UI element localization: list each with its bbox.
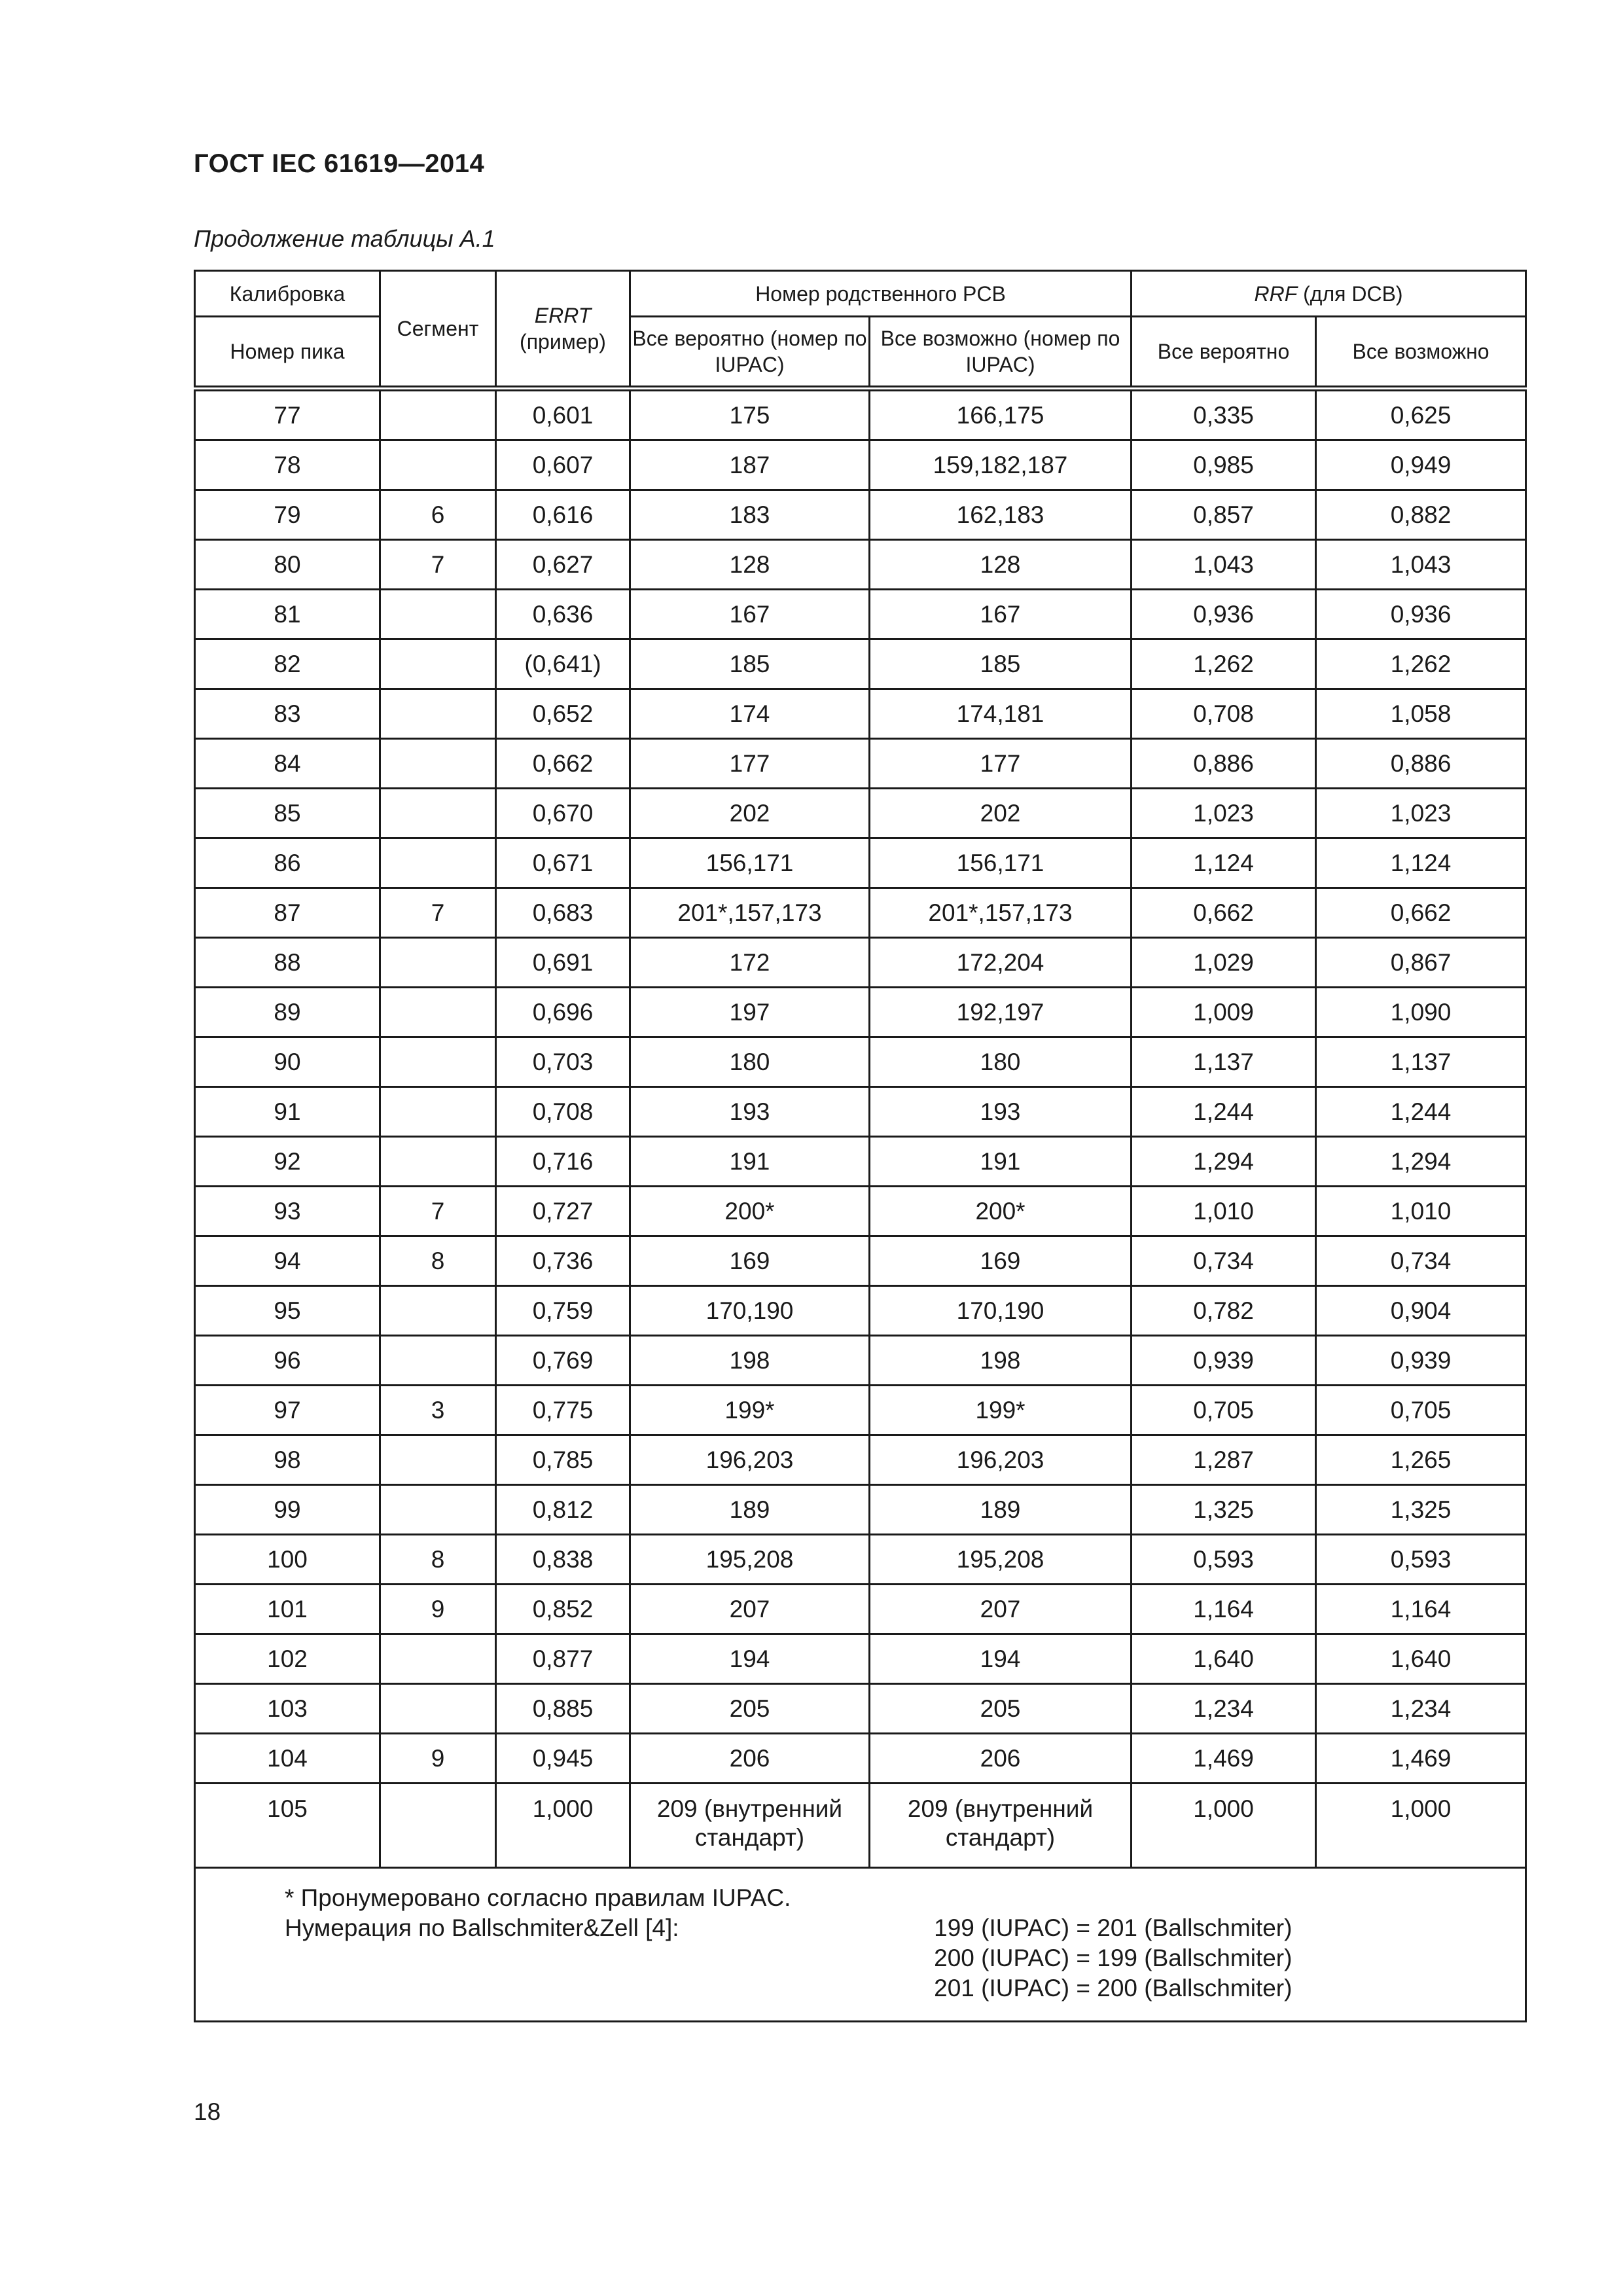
table-row — [195, 1684, 1526, 1734]
cell-peak: 78 — [195, 440, 380, 490]
cell-possible: 159,182,187 — [870, 440, 1132, 490]
cell-segment — [380, 639, 496, 689]
cell-possible: 200* — [870, 1187, 1132, 1236]
cell-errt: 0,696 — [496, 988, 630, 1037]
cell-rrf_possible: 1,640 — [1316, 1634, 1526, 1684]
cell-errt: 0,716 — [496, 1137, 630, 1187]
cell-segment — [380, 1485, 496, 1535]
cell-rrf_probable: 0,857 — [1132, 490, 1316, 540]
cell-segment — [380, 689, 496, 739]
table-body — [195, 389, 1526, 1868]
cell-segment — [380, 1784, 496, 1868]
cell-errt: 0,775 — [496, 1386, 630, 1435]
table-row — [195, 1286, 1526, 1336]
cell-rrf_possible: 0,949 — [1316, 440, 1526, 490]
cell-segment — [380, 1336, 496, 1386]
cell-peak: 93 — [195, 1187, 380, 1236]
cell-rrf_possible: 1,043 — [1316, 540, 1526, 590]
cell-probable: 207 — [630, 1585, 870, 1634]
table-row — [195, 739, 1526, 789]
cell-rrf_probable: 1,029 — [1132, 938, 1316, 988]
cell-segment — [380, 389, 496, 440]
cell-errt: (0,641) — [496, 639, 630, 689]
cell-peak: 97 — [195, 1386, 380, 1435]
cell-segment: 7 — [380, 888, 496, 938]
cell-rrf_probable: 1,469 — [1132, 1734, 1316, 1784]
cell-rrf_probable: 1,137 — [1132, 1037, 1316, 1087]
cell-segment — [380, 1037, 496, 1087]
header-segment: Сегмент — [380, 271, 496, 389]
cell-rrf_probable: 1,010 — [1132, 1187, 1316, 1236]
table-row — [195, 988, 1526, 1037]
cell-rrf_possible: 1,262 — [1316, 639, 1526, 689]
cell-segment — [380, 988, 496, 1037]
cell-rrf_probable: 0,335 — [1132, 389, 1316, 440]
cell-peak: 89 — [195, 988, 380, 1037]
cell-possible: 205 — [870, 1684, 1132, 1734]
cell-probable: 194 — [630, 1634, 870, 1684]
cell-rrf_probable: 1,000 — [1132, 1784, 1316, 1868]
cell-peak: 96 — [195, 1336, 380, 1386]
header-probable-pcb: Все вероятно (номер по IUPAC) — [630, 317, 870, 389]
errt-label: ERRT — [534, 304, 592, 327]
cell-probable: 169 — [630, 1236, 870, 1286]
table-row — [195, 490, 1526, 540]
table-row — [195, 1485, 1526, 1535]
cell-segment — [380, 590, 496, 639]
header-peak-number: Номер пика — [195, 317, 380, 389]
cell-possible: 195,208 — [870, 1535, 1132, 1585]
header-rrf-probable: Все вероятно — [1132, 317, 1316, 389]
cell-peak: 88 — [195, 938, 380, 988]
footnote-mapping: 199 (IUPAC) = 201 (Ballschmiter) — [934, 1914, 1293, 1941]
cell-rrf_probable: 1,287 — [1132, 1435, 1316, 1485]
table-row — [195, 389, 1526, 440]
cell-rrf_probable: 0,734 — [1132, 1236, 1316, 1286]
cell-peak: 84 — [195, 739, 380, 789]
table-row — [195, 639, 1526, 689]
cell-errt: 0,769 — [496, 1336, 630, 1386]
cell-rrf_probable: 0,708 — [1132, 689, 1316, 739]
cell-errt: 0,627 — [496, 540, 630, 590]
cell-peak: 105 — [195, 1784, 380, 1868]
table-row — [195, 440, 1526, 490]
cell-rrf_possible: 0,904 — [1316, 1286, 1526, 1336]
cell-possible: 192,197 — [870, 988, 1132, 1037]
cell-possible: 185 — [870, 639, 1132, 689]
cell-possible: 174,181 — [870, 689, 1132, 739]
cell-probable: 198 — [630, 1336, 870, 1386]
cell-segment: 9 — [380, 1585, 496, 1634]
cell-rrf_possible: 1,164 — [1316, 1585, 1526, 1634]
cell-segment — [380, 1137, 496, 1187]
cell-errt: 0,708 — [496, 1087, 630, 1137]
cell-rrf_possible: 0,593 — [1316, 1535, 1526, 1585]
cell-segment: 9 — [380, 1734, 496, 1784]
cell-probable: 191 — [630, 1137, 870, 1187]
cell-probable: 209 (внутренний стандарт) — [630, 1784, 870, 1868]
cell-segment — [380, 440, 496, 490]
cell-possible: 193 — [870, 1087, 1132, 1137]
cell-probable: 206 — [630, 1734, 870, 1784]
table-row — [195, 1734, 1526, 1784]
cell-rrf_possible: 1,023 — [1316, 789, 1526, 838]
cell-possible: 189 — [870, 1485, 1132, 1535]
cell-peak: 79 — [195, 490, 380, 540]
table-row — [195, 1535, 1526, 1585]
cell-peak: 77 — [195, 389, 380, 440]
rrf-label: RRF — [1254, 281, 1298, 306]
cell-segment — [380, 838, 496, 888]
table-row — [195, 1236, 1526, 1286]
cell-rrf_probable: 0,593 — [1132, 1535, 1316, 1585]
cell-rrf_possible: 1,090 — [1316, 988, 1526, 1037]
cell-probable: 174 — [630, 689, 870, 739]
cell-rrf_probable: 1,023 — [1132, 789, 1316, 838]
cell-probable: 167 — [630, 590, 870, 639]
cell-possible: 166,175 — [870, 389, 1132, 440]
table-row — [195, 1784, 1526, 1868]
cell-rrf_probable: 1,640 — [1132, 1634, 1316, 1684]
cell-rrf_possible: 1,244 — [1316, 1087, 1526, 1137]
cell-peak: 90 — [195, 1037, 380, 1087]
cell-rrf_possible: 1,294 — [1316, 1137, 1526, 1187]
cell-probable: 128 — [630, 540, 870, 590]
cell-rrf_possible: 1,010 — [1316, 1187, 1526, 1236]
cell-probable: 195,208 — [630, 1535, 870, 1585]
cell-possible: 191 — [870, 1137, 1132, 1187]
cell-probable: 193 — [630, 1087, 870, 1137]
errt-note: (пример) — [520, 330, 606, 353]
cell-segment — [380, 938, 496, 988]
cell-probable: 172 — [630, 938, 870, 988]
cell-errt: 0,727 — [496, 1187, 630, 1236]
cell-rrf_possible: 0,625 — [1316, 389, 1526, 440]
cell-segment: 3 — [380, 1386, 496, 1435]
cell-possible: 128 — [870, 540, 1132, 590]
cell-segment — [380, 1634, 496, 1684]
cell-peak: 87 — [195, 888, 380, 938]
cell-probable: 183 — [630, 490, 870, 540]
cell-possible: 162,183 — [870, 490, 1132, 540]
cell-rrf_possible: 0,936 — [1316, 590, 1526, 639]
cell-segment — [380, 1087, 496, 1137]
cell-peak: 81 — [195, 590, 380, 639]
table-row — [195, 1435, 1526, 1485]
cell-rrf_possible: 1,234 — [1316, 1684, 1526, 1734]
pcb-calibration-table — [194, 270, 1527, 2022]
cell-errt: 0,703 — [496, 1037, 630, 1087]
cell-errt: 0,670 — [496, 789, 630, 838]
cell-probable: 185 — [630, 639, 870, 689]
cell-peak: 94 — [195, 1236, 380, 1286]
cell-probable: 175 — [630, 389, 870, 440]
cell-rrf_possible: 1,265 — [1316, 1435, 1526, 1485]
footnote-mapping: 200 (IUPAC) = 199 (Ballschmiter) — [934, 1944, 1293, 1971]
cell-rrf_possible: 1,124 — [1316, 838, 1526, 888]
table-row — [195, 1037, 1526, 1087]
cell-peak: 99 — [195, 1485, 380, 1535]
cell-rrf_probable: 1,244 — [1132, 1087, 1316, 1137]
cell-peak: 82 — [195, 639, 380, 689]
cell-errt: 0,838 — [496, 1535, 630, 1585]
cell-possible: 170,190 — [870, 1286, 1132, 1336]
cell-segment: 7 — [380, 1187, 496, 1236]
cell-possible: 196,203 — [870, 1435, 1132, 1485]
header-errt — [496, 271, 630, 389]
cell-possible: 194 — [870, 1634, 1132, 1684]
cell-probable: 189 — [630, 1485, 870, 1535]
cell-possible: 167 — [870, 590, 1132, 639]
table-row — [195, 1187, 1526, 1236]
cell-segment — [380, 1286, 496, 1336]
cell-possible: 199* — [870, 1386, 1132, 1435]
cell-segment — [380, 739, 496, 789]
cell-segment: 8 — [380, 1236, 496, 1286]
cell-peak: 80 — [195, 540, 380, 590]
cell-rrf_probable: 1,124 — [1132, 838, 1316, 888]
cell-segment: 7 — [380, 540, 496, 590]
cell-rrf_possible: 0,662 — [1316, 888, 1526, 938]
cell-rrf_possible: 0,882 — [1316, 490, 1526, 540]
cell-rrf_possible: 0,886 — [1316, 739, 1526, 789]
cell-rrf_probable: 0,985 — [1132, 440, 1316, 490]
cell-segment: 8 — [380, 1535, 496, 1585]
cell-errt: 1,000 — [496, 1784, 630, 1868]
table-row — [195, 938, 1526, 988]
cell-rrf_probable: 0,782 — [1132, 1286, 1316, 1336]
cell-errt: 0,671 — [496, 838, 630, 888]
cell-possible: 177 — [870, 739, 1132, 789]
cell-errt: 0,945 — [496, 1734, 630, 1784]
cell-rrf_possible: 1,000 — [1316, 1784, 1526, 1868]
table-row — [195, 1585, 1526, 1634]
cell-peak: 103 — [195, 1684, 380, 1734]
cell-rrf_possible: 0,734 — [1316, 1236, 1526, 1286]
header-rrf — [1132, 271, 1526, 317]
table-row — [195, 540, 1526, 590]
cell-probable: 200* — [630, 1187, 870, 1236]
cell-errt: 0,852 — [496, 1585, 630, 1634]
table-row — [195, 1386, 1526, 1435]
cell-probable: 201*,157,173 — [630, 888, 870, 938]
cell-errt: 0,759 — [496, 1286, 630, 1336]
cell-errt: 0,662 — [496, 739, 630, 789]
cell-segment: 6 — [380, 490, 496, 540]
table-row — [195, 689, 1526, 739]
table-row — [195, 1137, 1526, 1187]
cell-peak: 86 — [195, 838, 380, 888]
cell-rrf_probable: 1,043 — [1132, 540, 1316, 590]
document-title: ГОСТ IEC 61619—2014 — [194, 149, 485, 178]
footnote-mapping: 201 (IUPAC) = 200 (Ballschmiter) — [934, 1974, 1293, 2001]
cell-possible: 169 — [870, 1236, 1132, 1286]
header-calibration: Калибровка — [195, 271, 380, 317]
cell-probable: 156,171 — [630, 838, 870, 888]
cell-rrf_probable: 1,164 — [1132, 1585, 1316, 1634]
cell-probable: 202 — [630, 789, 870, 838]
cell-probable: 177 — [630, 739, 870, 789]
cell-rrf_possible: 0,939 — [1316, 1336, 1526, 1386]
cell-peak: 85 — [195, 789, 380, 838]
cell-segment — [380, 789, 496, 838]
cell-rrf_probable: 0,936 — [1132, 590, 1316, 639]
cell-errt: 0,877 — [496, 1634, 630, 1684]
cell-probable: 197 — [630, 988, 870, 1037]
cell-probable: 180 — [630, 1037, 870, 1087]
table-row — [195, 1087, 1526, 1137]
cell-errt: 0,885 — [496, 1684, 630, 1734]
cell-peak: 102 — [195, 1634, 380, 1684]
cell-probable: 199* — [630, 1386, 870, 1435]
table-caption: Продолжение таблицы А.1 — [194, 225, 495, 252]
cell-errt: 0,785 — [496, 1435, 630, 1485]
cell-rrf_probable: 0,939 — [1132, 1336, 1316, 1386]
cell-probable: 170,190 — [630, 1286, 870, 1336]
cell-rrf_probable: 1,325 — [1132, 1485, 1316, 1535]
rrf-note: (для DCB) — [1297, 281, 1403, 306]
cell-possible: 198 — [870, 1336, 1132, 1386]
table-footnote — [195, 1868, 1526, 2022]
cell-rrf_possible: 0,705 — [1316, 1386, 1526, 1435]
cell-rrf_possible: 1,325 — [1316, 1485, 1526, 1535]
header-rrf-possible: Все возможно — [1316, 317, 1526, 389]
cell-peak: 92 — [195, 1137, 380, 1187]
cell-possible: 207 — [870, 1585, 1132, 1634]
cell-errt: 0,691 — [496, 938, 630, 988]
cell-errt: 0,601 — [496, 389, 630, 440]
cell-rrf_probable: 1,294 — [1132, 1137, 1316, 1187]
cell-probable: 205 — [630, 1684, 870, 1734]
footnote-asterisk-note: * Пронумеровано согласно правилам IUPAC. — [285, 1884, 791, 1911]
cell-rrf_probable: 1,234 — [1132, 1684, 1316, 1734]
cell-rrf_probable: 0,886 — [1132, 739, 1316, 789]
cell-possible: 201*,157,173 — [870, 888, 1132, 938]
cell-errt: 0,636 — [496, 590, 630, 639]
cell-possible: 209 (внутренний стандарт) — [870, 1784, 1132, 1868]
cell-possible: 172,204 — [870, 938, 1132, 988]
cell-errt: 0,616 — [496, 490, 630, 540]
cell-errt: 0,812 — [496, 1485, 630, 1535]
table-row — [195, 1634, 1526, 1684]
cell-rrf_probable: 1,262 — [1132, 639, 1316, 689]
table-row — [195, 590, 1526, 639]
table-row — [195, 888, 1526, 938]
cell-errt: 0,652 — [496, 689, 630, 739]
cell-probable: 196,203 — [630, 1435, 870, 1485]
cell-possible: 206 — [870, 1734, 1132, 1784]
cell-possible: 156,171 — [870, 838, 1132, 888]
header-possible-pcb: Все возможно (номер по IUPAC) — [870, 317, 1132, 389]
cell-rrf_probable: 1,009 — [1132, 988, 1316, 1037]
cell-rrf_possible: 1,058 — [1316, 689, 1526, 739]
cell-peak: 95 — [195, 1286, 380, 1336]
cell-rrf_probable: 0,705 — [1132, 1386, 1316, 1435]
cell-possible: 202 — [870, 789, 1132, 838]
header-related-pcb: Номер родственного PCB — [630, 271, 1132, 317]
cell-rrf_probable: 0,662 — [1132, 888, 1316, 938]
cell-peak: 101 — [195, 1585, 380, 1634]
cell-peak: 83 — [195, 689, 380, 739]
page-number: 18 — [194, 2098, 221, 2125]
cell-rrf_possible: 1,137 — [1316, 1037, 1526, 1087]
cell-rrf_possible: 1,469 — [1316, 1734, 1526, 1784]
cell-peak: 104 — [195, 1734, 380, 1784]
table-row — [195, 838, 1526, 888]
footnote-numbering-label: Нумерация по Ballschmiter&Zell [4]: — [285, 1914, 679, 1941]
cell-probable: 187 — [630, 440, 870, 490]
cell-segment — [380, 1684, 496, 1734]
cell-peak: 98 — [195, 1435, 380, 1485]
cell-errt: 0,736 — [496, 1236, 630, 1286]
cell-peak: 91 — [195, 1087, 380, 1137]
cell-rrf_possible: 0,867 — [1316, 938, 1526, 988]
table-row — [195, 789, 1526, 838]
cell-segment — [380, 1435, 496, 1485]
cell-possible: 180 — [870, 1037, 1132, 1087]
cell-peak: 100 — [195, 1535, 380, 1585]
table-row — [195, 1336, 1526, 1386]
cell-errt: 0,607 — [496, 440, 630, 490]
cell-errt: 0,683 — [496, 888, 630, 938]
